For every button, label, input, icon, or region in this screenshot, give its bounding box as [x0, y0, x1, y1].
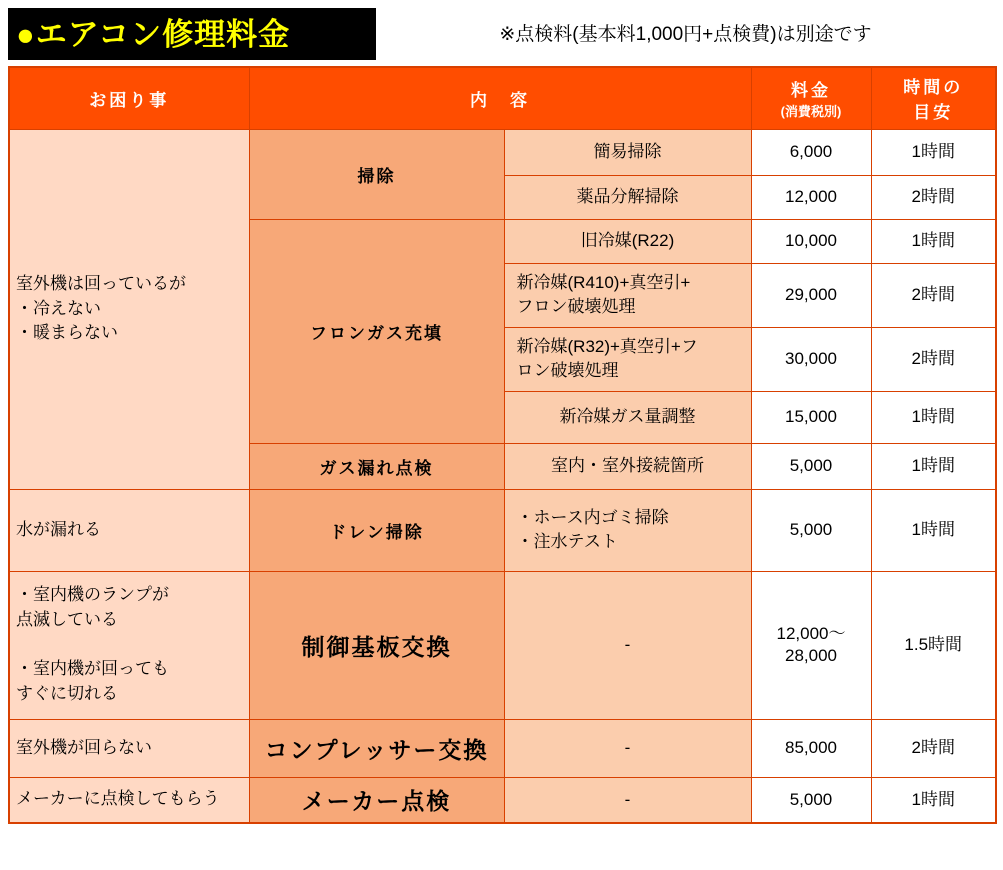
table-header	[9, 67, 996, 129]
header-price	[751, 67, 871, 129]
price-cell: 85,000	[751, 719, 871, 777]
header-price-sub: (消費税別)	[780, 104, 842, 120]
content-cell: コンプレッサー交換	[249, 719, 504, 777]
header-price-label: 料金	[791, 81, 831, 101]
table-row	[9, 571, 996, 719]
page-title	[16, 16, 291, 52]
detail-cell: 新冷媒(R32)+真空引+フ ロン破壊処理	[504, 327, 751, 391]
detail-cell: 新冷媒(R410)+真空引+ フロン破壊処理	[504, 263, 751, 327]
title-note: ※点検料(基本料1,000円+点検費)は別途です	[376, 8, 995, 60]
header-trouble: お困り事	[9, 67, 249, 129]
trouble-cell: 水が漏れる	[9, 489, 249, 571]
detail-cell: -	[504, 777, 751, 823]
detail-cell: 薬品分解掃除	[504, 175, 751, 219]
time-cell: 1時間	[871, 489, 996, 571]
title-box	[8, 8, 376, 60]
detail-cell: 新冷媒ガス量調整	[504, 391, 751, 443]
price-cell: 6,000	[751, 129, 871, 175]
detail-cell: -	[504, 571, 751, 719]
time-cell: 1時間	[871, 219, 996, 263]
time-cell: 1時間	[871, 129, 996, 175]
price-table	[8, 66, 997, 824]
page-title-text: エアコン修理料金	[35, 16, 291, 52]
content-cell: 制御基板交換	[249, 571, 504, 719]
content-cell: ドレン掃除	[249, 489, 504, 571]
time-cell: 2時間	[871, 719, 996, 777]
price-cell: 15,000	[751, 391, 871, 443]
trouble-cell: 室外機は回っているが ・冷えない ・暖まらない	[9, 129, 249, 489]
content-cell: フロンガス充填	[249, 219, 504, 443]
trouble-cell: メーカーに点検してもらう	[9, 777, 249, 823]
trouble-cell: 室外機が回らない	[9, 719, 249, 777]
price-cell: 5,000	[751, 443, 871, 489]
content-cell: 掃除	[249, 129, 504, 219]
price-cell: 30,000	[751, 327, 871, 391]
table-row	[9, 129, 996, 175]
header-time-line1: 時間の	[903, 78, 964, 98]
time-cell: 2時間	[871, 327, 996, 391]
title-bar	[8, 8, 995, 60]
detail-cell: 簡易掃除	[504, 129, 751, 175]
time-cell: 1時間	[871, 391, 996, 443]
table-body	[9, 129, 996, 823]
detail-cell: 室内・室外接続箇所	[504, 443, 751, 489]
price-cell: 29,000	[751, 263, 871, 327]
time-cell: 1.5時間	[871, 571, 996, 719]
time-cell: 2時間	[871, 175, 996, 219]
table-row	[9, 719, 996, 777]
price-cell: 5,000	[751, 489, 871, 571]
time-cell: 1時間	[871, 777, 996, 823]
time-cell: 2時間	[871, 263, 996, 327]
detail-cell: ・ホース内ゴミ掃除 ・注水テスト	[504, 489, 751, 571]
header-time	[871, 67, 996, 129]
price-cell: 12,000	[751, 175, 871, 219]
table-row	[9, 777, 996, 823]
table-row	[9, 489, 996, 571]
detail-cell: 旧冷媒(R22)	[504, 219, 751, 263]
price-cell: 10,000	[751, 219, 871, 263]
header-time-line2: 目安	[913, 103, 954, 123]
detail-cell: -	[504, 719, 751, 777]
content-cell: ガス漏れ点検	[249, 443, 504, 489]
price-cell: 5,000	[751, 777, 871, 823]
time-cell: 1時間	[871, 443, 996, 489]
trouble-cell: ・室内機のランプが 点滅している ・室内機が回っても すぐに切れる	[9, 571, 249, 719]
content-cell: メーカー点検	[249, 777, 504, 823]
price-cell: 12,000～ 28,000	[751, 571, 871, 719]
header-content: 内 容	[249, 67, 751, 129]
bullet-icon: ●	[16, 16, 36, 52]
